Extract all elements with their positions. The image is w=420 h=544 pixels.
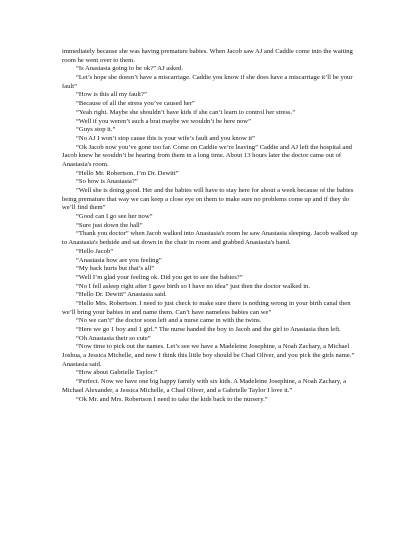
paragraph: “Good can I go see her now” — [76, 213, 153, 221]
paragraph: “Because of all the stress you’ve caused her” — [76, 100, 195, 108]
paragraph: “Perfect. Now we have one big happy family with six kids. A Madeleine Josephine, a Noah Zachary, a Michael Alexander, a Jessica Michelle, a Chad Oliver, and a Gabrielle Taylor I love it.” — [62, 378, 347, 394]
paragraph: “Anastasia how are you feeling” — [76, 256, 162, 264]
paragraph: “Here we go 1 boy and 1 girl.” The nurse handed the boy to Jacob and the girl to Anastasia then left. — [76, 326, 341, 333]
paragraph: “Hello Mrs. Robertson. I need to just check to make sure there is nothing wrong in your birth canal then we’ll bring your babies in and name them. Can’t have nameless babies can we” — [62, 299, 351, 316]
paragraph: “No we can’t” the doctor soon left and a nurse came in with the twins. — [76, 317, 262, 325]
paragraph: immediately because she was having premature babies. When Jacob saw AJ and Caddie come into the waiting room he went over to them. — [62, 48, 353, 64]
paragraph: “How about Gabrielle Taylor.” — [76, 369, 158, 377]
paragraph: “Thank you doctor” when Jacob walked into Anastasia's room he saw Anastasia sleeping. Jacob walked up to Anastasia's bedside and sat down in the chair in room and grabbed Anastasia's hand. — [62, 230, 358, 247]
paragraph: “So how is Anastasia?” — [76, 178, 138, 186]
paragraph: “Well if you weren’t such a brat maybe we wouldn’t be here now” — [76, 117, 251, 125]
paragraph: “Is Anastasia going to be ok?” AJ asked. — [76, 65, 183, 73]
paragraph: “Ok Mr. and Mrs. Robertson I need to take the kids back to the nursery.” — [76, 395, 268, 403]
paragraph: “Yeah right. Maybe she shouldn’t have kids if she can’t learn to control her stress.” — [76, 108, 296, 116]
paragraph: “Well I’m glad your feeling ok. Did you get to see the babies?” — [76, 273, 243, 281]
paragraph: “Well she is doing good. Her and the babies will have to stay here for about a week because of the babies being premature that way we can keep a close eye on them to make sure no problems come up and if they do we’ll find them” — [62, 187, 354, 212]
document-page — [62, 48, 362, 404]
paragraph: “No I fell asleep right after I gave birth so I have no idea” just then the doctor walked in. — [76, 282, 310, 290]
paragraph: “Hello Jacob” — [76, 247, 114, 255]
paragraph: “Ok Jacob now you’ve gone too far. Come on Caddie we’re leaving” Caddie and AJ left the hospital and Jacob knew he wouldn’t be hearing from them in a long time. About 13 hours later the doctor came out of Anastasia's room. — [62, 143, 352, 168]
paragraph: “My back hurts but that’s all” — [76, 265, 155, 273]
paragraph: “How is this all my fault?” — [76, 91, 147, 99]
paragraph: “Now time to pick out the names. Let’s see we have a Madeleine Josephine, a Noah Zachary, a Michael Joshua, a Jessica Michelle, and now I think this little boy should be Chad Oliver, and you pick the girls name.” Anastasia said. — [62, 343, 355, 368]
paragraph: “Sure just down the hall” — [76, 221, 143, 229]
paragraph: “Let’s hope she doesn’t have a miscarriage. Caddie you know if she does have a miscarriage it’ll be your fault” — [62, 74, 353, 90]
paragraph: “Guys stop it.” — [76, 126, 116, 134]
paragraph: “Hello Mr. Robertson. I’m Dr. Dewitt” — [76, 169, 179, 177]
paragraph: “Hello Dr. Dewitt” Anastasia said. — [76, 291, 167, 299]
paragraph: “Oh Anastasia their so cute” — [76, 334, 151, 342]
paragraph: “No AJ I won’t stop cause this is your wife’s fault and you know it” — [76, 134, 255, 142]
